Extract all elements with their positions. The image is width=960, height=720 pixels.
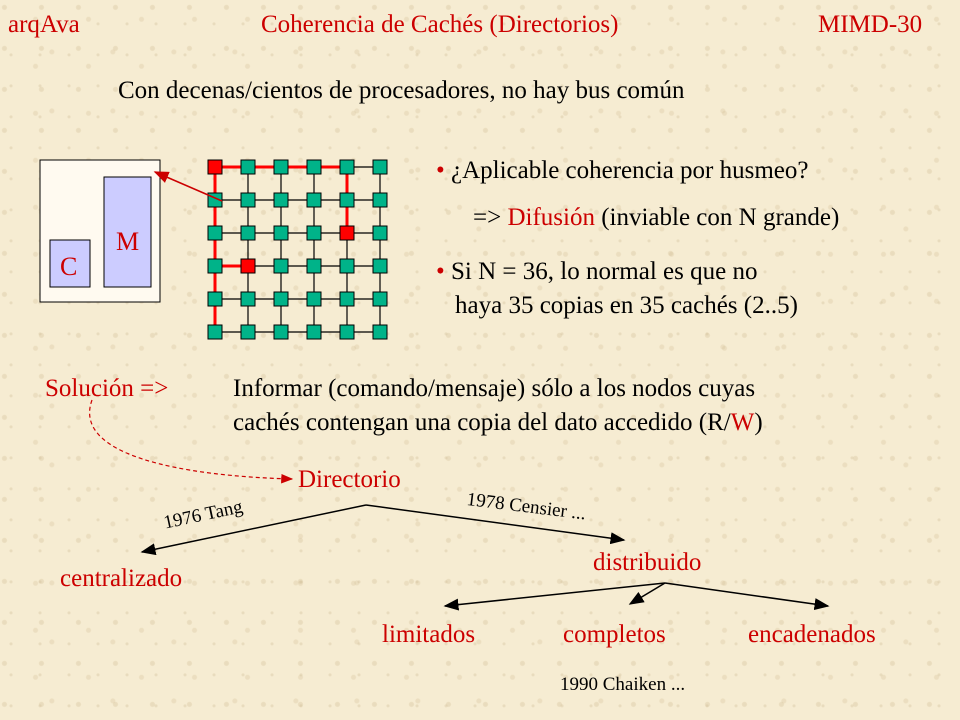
mesh-node bbox=[274, 325, 288, 339]
mesh-node bbox=[307, 292, 321, 306]
mesh-node bbox=[373, 160, 387, 174]
node-zoom-arrow bbox=[155, 172, 222, 201]
bullet-2-suffix: (inviable con N grande) bbox=[594, 204, 840, 231]
tree-encadenados: encadenados bbox=[748, 621, 876, 648]
mesh-node bbox=[274, 292, 288, 306]
tree-completos: completos bbox=[563, 621, 666, 648]
mesh-node bbox=[208, 226, 222, 240]
mesh-node bbox=[241, 259, 255, 273]
tree-limitados: limitados bbox=[382, 621, 476, 648]
mesh-node bbox=[208, 325, 222, 339]
arrow-encadenados bbox=[665, 583, 828, 606]
slide-title: Coherencia de Cachés (Directorios) bbox=[261, 11, 619, 38]
bullet-1: • ¿Aplicable coherencia por husmeo? bbox=[436, 157, 809, 184]
bullet-3: • Si N = 36, lo normal es que no bbox=[436, 258, 758, 285]
bullet-2-highlight: Difusión bbox=[507, 204, 595, 231]
note-1978-censier: 1978 Censier ... bbox=[465, 489, 588, 525]
header-left: arqAva bbox=[8, 11, 80, 38]
mesh-node bbox=[373, 325, 387, 339]
mesh-node bbox=[373, 193, 387, 207]
mesh-node bbox=[274, 226, 288, 240]
mesh-network bbox=[208, 160, 387, 339]
mesh-node bbox=[241, 160, 255, 174]
cache-label: C bbox=[60, 252, 78, 281]
note-1990-chaiken: 1990 Chaiken ... bbox=[560, 674, 686, 695]
solution-line2: cachés contengan una copia del dato accedido (R/W) bbox=[233, 409, 763, 436]
mesh-node bbox=[241, 193, 255, 207]
memory-label: M bbox=[116, 227, 140, 256]
mesh-node bbox=[274, 160, 288, 174]
mesh-node bbox=[274, 193, 288, 207]
tree-centralizado: centralizado bbox=[60, 565, 183, 592]
bullet-3-line2: haya 35 copias en 35 cachés (2..5) bbox=[455, 292, 798, 319]
solution-label: Solución => bbox=[45, 375, 169, 402]
mesh-node bbox=[340, 160, 354, 174]
mesh-node bbox=[208, 259, 222, 273]
mesh-node bbox=[307, 193, 321, 207]
mesh-node bbox=[241, 226, 255, 240]
mesh-node bbox=[241, 325, 255, 339]
bullet-2-prefix: => bbox=[473, 204, 508, 231]
mesh-node bbox=[307, 259, 321, 273]
mesh-node bbox=[340, 193, 354, 207]
note-1976-tang: 1976 Tang bbox=[161, 496, 245, 534]
mesh-node bbox=[307, 160, 321, 174]
mesh-node bbox=[208, 160, 222, 174]
subtitle: Con decenas/cientos de procesadores, no hay bus común bbox=[118, 77, 685, 104]
mesh-node bbox=[274, 259, 288, 273]
mesh-node bbox=[373, 226, 387, 240]
mesh-node bbox=[373, 259, 387, 273]
mesh-node bbox=[340, 226, 354, 240]
mesh-node bbox=[340, 325, 354, 339]
mesh-node bbox=[340, 259, 354, 273]
bullet-2 bbox=[473, 205, 839, 230]
solution-line1: Informar (comando/mensaje) sólo a los nodos cuyas bbox=[233, 375, 756, 402]
mesh-node bbox=[340, 292, 354, 306]
mesh-node bbox=[307, 226, 321, 240]
tree-distribuido: distribuido bbox=[593, 549, 702, 576]
tree-root-directorio: Directorio bbox=[298, 466, 401, 493]
mesh-node bbox=[208, 292, 222, 306]
mesh-node bbox=[307, 325, 321, 339]
header-right: MIMD-30 bbox=[818, 11, 923, 38]
mesh-node bbox=[373, 292, 387, 306]
mesh-node bbox=[241, 292, 255, 306]
